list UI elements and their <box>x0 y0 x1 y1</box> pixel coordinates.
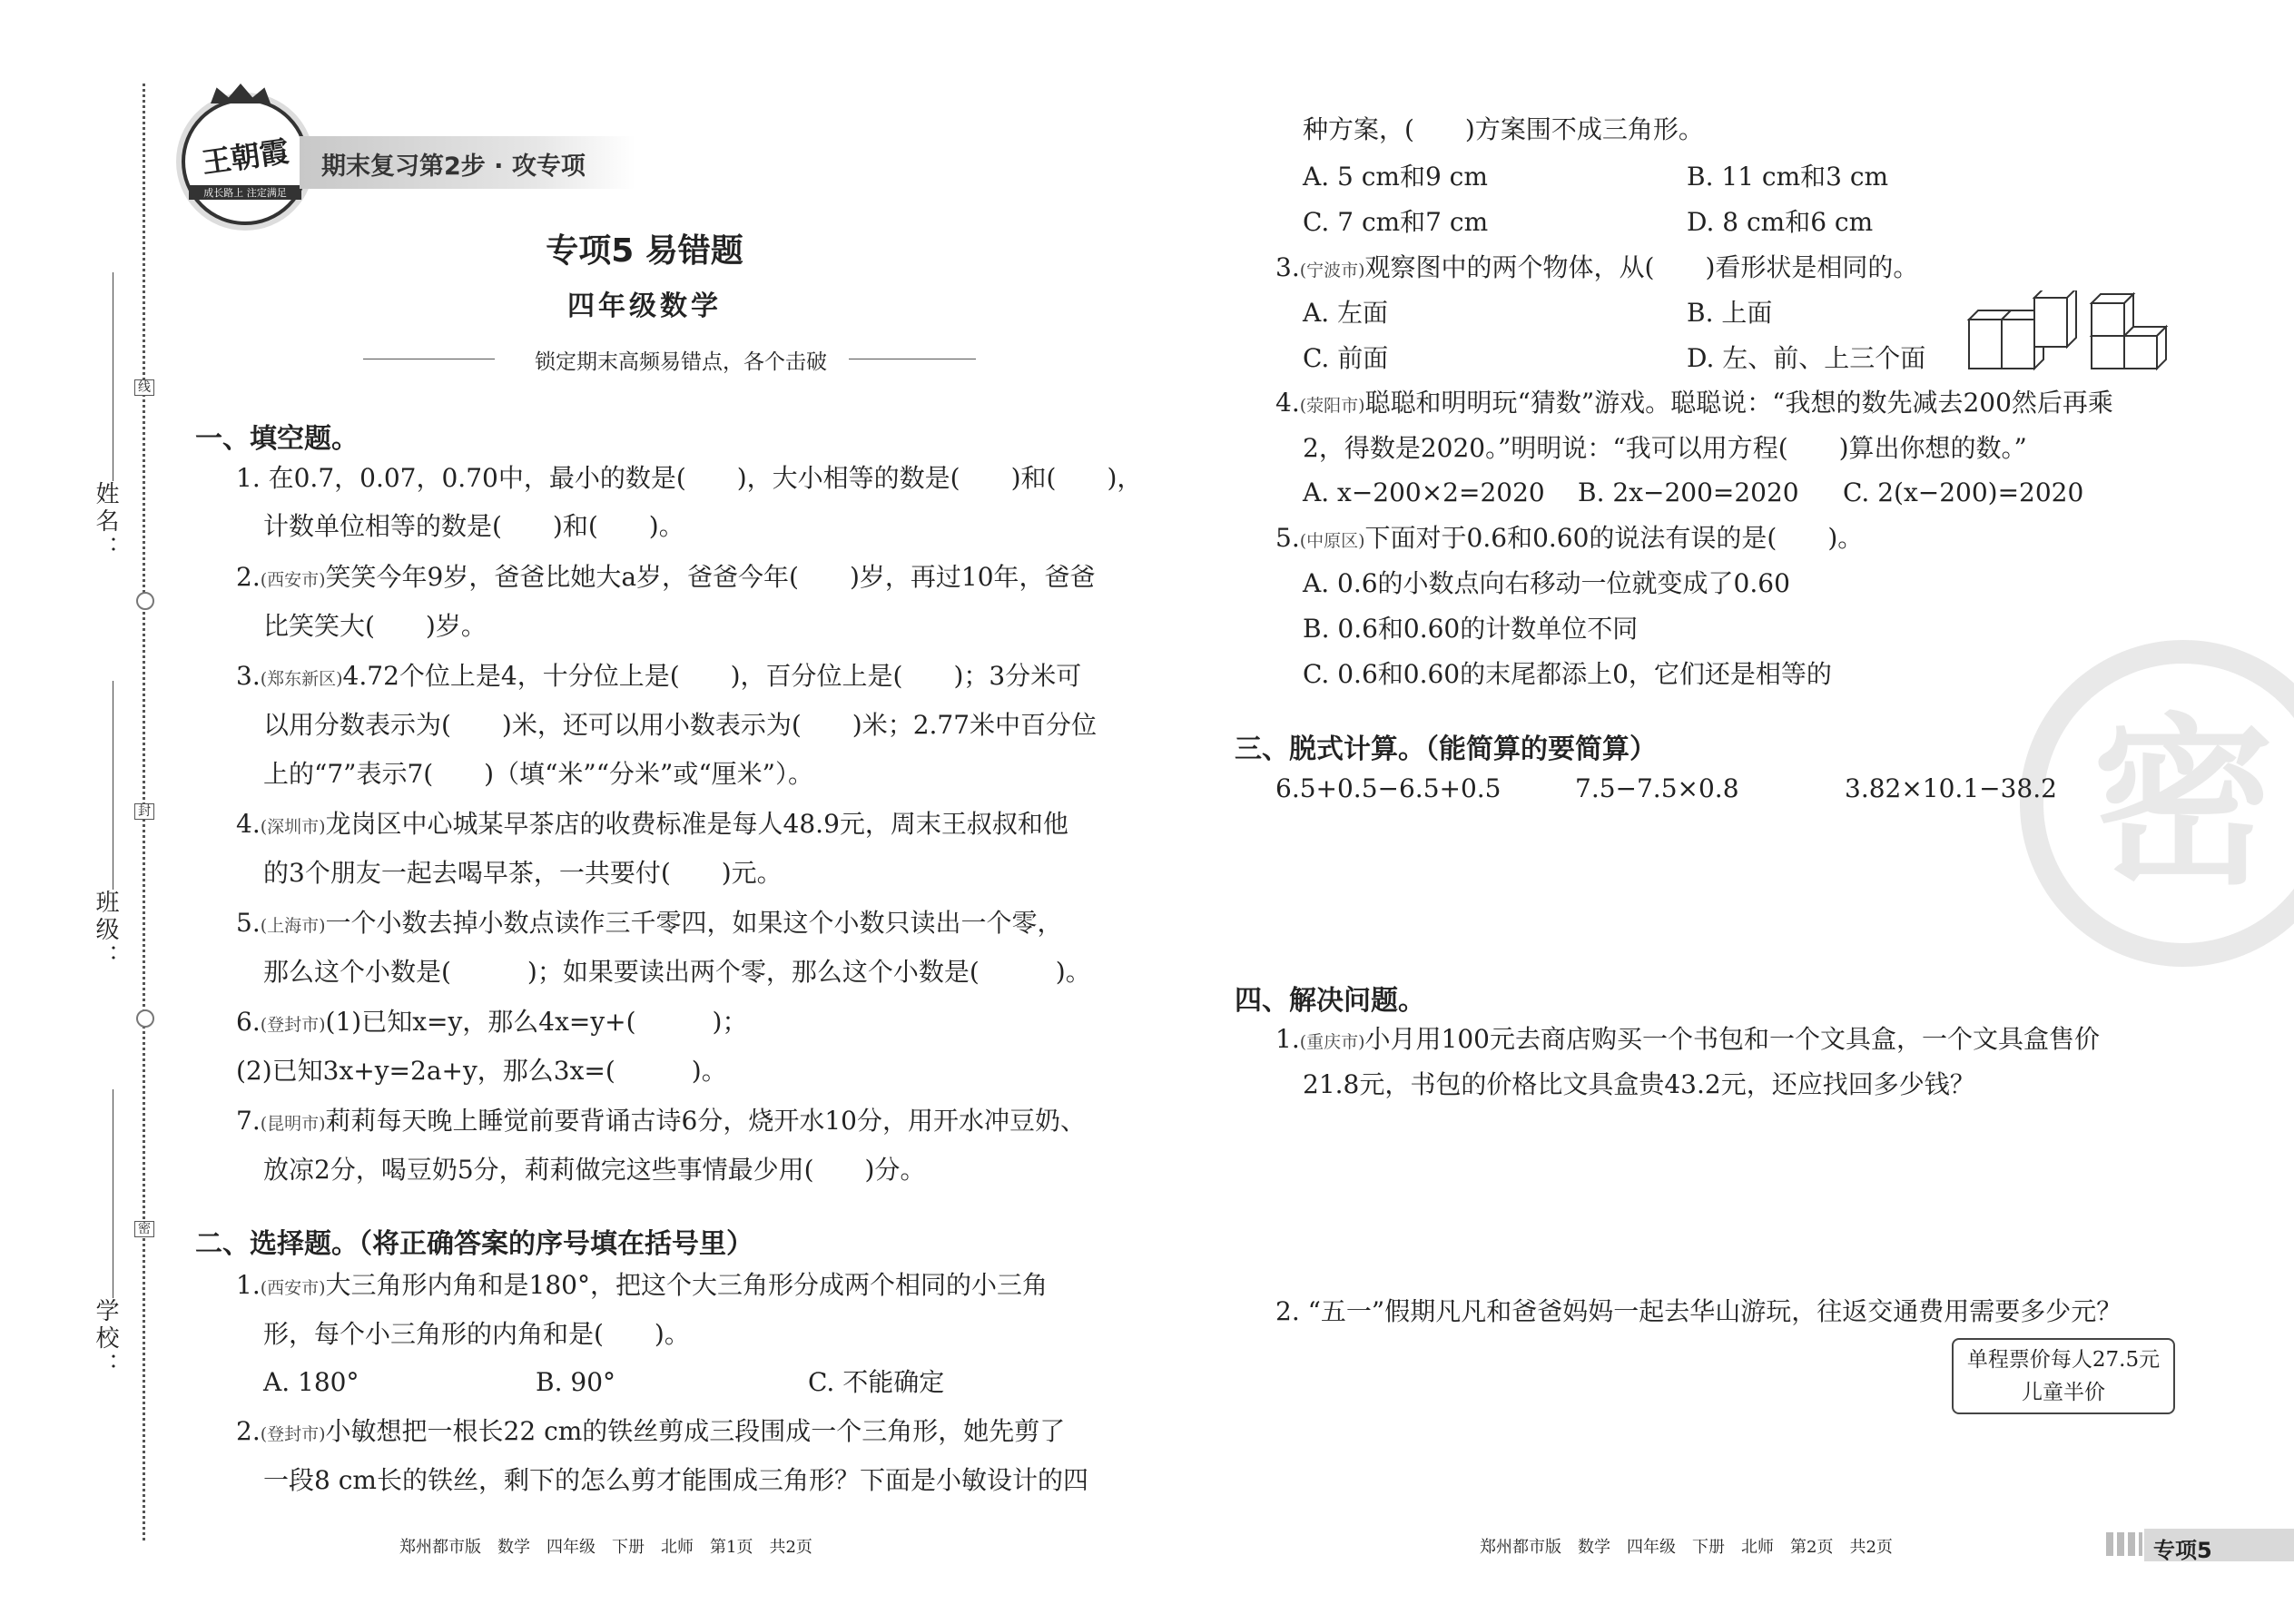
section-choice-heading: 二、选择题。（将正确答案的序号填在括号里） <box>195 1228 753 1260</box>
page-title: 专项5 易错题 <box>546 232 743 270</box>
crown-icon <box>211 84 271 103</box>
q2-5-line1: 5.(中原区)下面对于0.6和0.60的说法有误的是( )。 <box>1275 523 1864 553</box>
q2-3-source: (宁波市) <box>1299 261 1365 281</box>
q2-2-option-c: C. 7 cm和7 cm <box>1303 207 1489 237</box>
watermark-text: 密 <box>2092 698 2274 910</box>
q2-1-option-a: A. 180° <box>263 1367 359 1397</box>
q2-1-line1: 1.(西安市)大三角形内角和是180°，把这个大三角形分成两个相同的小三角 <box>236 1270 1048 1300</box>
q2-5-option-a: A. 0.6的小数点向右移动一位就变成了0.60 <box>1303 568 1790 598</box>
q4-1-source: (重庆市) <box>1299 1032 1365 1052</box>
class-label: 班级： <box>92 890 119 971</box>
q1-4-source: (深圳市) <box>260 817 326 837</box>
q2-4-option-b: B. 2x−200=2020 <box>1578 477 1799 507</box>
q2-5-option-b: B. 0.6和0.60的计数单位不同 <box>1303 614 1639 644</box>
q1-5-source: (上海市) <box>260 916 326 936</box>
q4-1-line1: 1.(重庆市)小月用100元去商店购买一个书包和一个文具盒，一个文具盒售价 <box>1275 1024 2100 1054</box>
cube-figure-left <box>1965 290 2083 372</box>
footer-tab-decor <box>2106 1532 2142 1556</box>
q2-2-line1: 2.(登封市)小敏想把一根长22 cm的铁丝剪成三段围成一个三角形，她先剪了 <box>236 1416 1066 1446</box>
brand-motto: 成长路上 注定满足 <box>189 185 301 200</box>
q2-5-option-c: C. 0.6和0.60的末尾都添上0，它们还是相等的 <box>1303 659 1832 689</box>
q1-6-source: (登封市) <box>260 1015 326 1035</box>
q2-2-option-a: A. 5 cm和9 cm <box>1303 162 1488 192</box>
q2-4-line2: 2，得数是2020。”明明说：“我可以用方程( )算出你想的数。” <box>1303 433 2027 463</box>
q2-3-line1: 3.(宁波市)观察图中的两个物体，从( )看形状是相同的。 <box>1275 252 1919 282</box>
q1-3-line3: 上的“7”表示7( )（填“米”“分米”或“厘米”）。 <box>263 759 813 789</box>
name-label: 姓名： <box>92 481 119 563</box>
q2-3-option-d: D. 左、前、上三个面 <box>1687 343 1926 373</box>
q2-4-option-c: C. 2(x−200)=2020 <box>1843 477 2084 507</box>
q2-4-source: (荥阳市) <box>1299 396 1365 416</box>
binding-mark-line: 线 <box>134 379 154 396</box>
q1-7-line2: 放凉2分，喝豆奶5分，莉莉做完这些事情最少用( )分。 <box>263 1155 926 1185</box>
q2-2-line3: 种方案，( )方案围不成三角形。 <box>1303 114 1704 144</box>
section-problem-heading: 四、解决问题。 <box>1235 985 1425 1017</box>
cube-figure-right <box>2088 289 2171 372</box>
q1-3-line2: 以用分数表示为( )米，还可以用小数表示为( )米；2.77米中百分位 <box>263 710 1098 740</box>
q2-3-option-a: A. 左面 <box>1303 298 1389 328</box>
q1-5-line1: 5.(上海市)一个小数去掉小数点读作三千零四，如果这个小数只读出一个零， <box>236 908 1063 938</box>
q4-1-line2: 21.8元，书包的价格比文具盒贵43.2元，还应找回多少钱？ <box>1303 1069 1975 1099</box>
ticket-price-line2: 儿童半价 <box>2022 1381 2105 1404</box>
q1-2-line1: 2.(西安市)笑笑今年9岁，爸爸比她大a岁，爸爸今年( )岁，再过10年，爸爸 <box>236 562 1096 592</box>
watermark-seal <box>2020 640 2294 967</box>
binding-mark-secret: 密 <box>134 1221 154 1237</box>
q1-3-line1: 3.(郑东新区)4.72个位上是4，十分位上是( )，百分位上是( )；3分米可 <box>236 661 1082 691</box>
q1-4-line1: 4.(深圳市)龙岗区中心城某早茶店的收费标准是每人48.9元，周末王叔叔和他 <box>236 809 1068 839</box>
calc-expr-1: 6.5+0.5−6.5+0.5 <box>1275 773 1501 803</box>
q1-5-line2: 那么这个小数是( )；如果要读出两个零，那么这个小数是( )。 <box>263 957 1091 987</box>
q1-6-line1: 6.(登封市)(1)已知x=y，那么4x=y+( )； <box>236 1007 748 1037</box>
calc-expr-3: 3.82×10.1−38.2 <box>1845 773 2057 803</box>
ticket-price-note <box>1952 1338 2175 1414</box>
school-label: 学校： <box>92 1298 119 1380</box>
q2-1-option-b: B. 90° <box>536 1367 616 1397</box>
q1-2-line2: 比笑笑大( )岁。 <box>263 611 487 641</box>
q2-2-option-b: B. 11 cm和3 cm <box>1687 162 1889 192</box>
q2-2-option-d: D. 8 cm和6 cm <box>1687 207 1874 237</box>
section-calc-heading: 三、脱式计算。（能简算的要简算） <box>1235 733 1657 765</box>
q2-3-option-b: B. 上面 <box>1687 298 1773 328</box>
q2-2-line2: 一段8 cm长的铁丝，剩下的怎么剪才能围成三角形？下面是小敏设计的四 <box>263 1465 1088 1495</box>
q1-3-source: (郑东新区) <box>260 669 343 689</box>
footer-left: 郑州都市版 数学 四年级 下册 北师 第1页 共2页 <box>399 1538 812 1557</box>
header-banner <box>300 136 635 189</box>
q2-3-option-c: C. 前面 <box>1303 343 1389 373</box>
section-fill-heading: 一、填空题。 <box>195 423 359 455</box>
binding-knot-icon <box>136 592 154 610</box>
q2-4-line1: 4.(荥阳市)聪聪和明明玩“猜数”游戏。聪聪说：“我想的数先减去200然后再乘 <box>1275 388 2113 418</box>
binding-knot-icon <box>136 1009 154 1028</box>
q2-5-source: (中原区) <box>1299 531 1365 551</box>
q1-1-line2: 计数单位相等的数是( )和( )。 <box>263 511 684 541</box>
q1-1-line1: 1. 在0.7，0.07，0.70中，最小的数是( )，大小相等的数是( )和( )， <box>236 463 1143 493</box>
banner-text: 期末复习第2步 · 攻专项 <box>321 153 586 181</box>
footer-right: 郑州都市版 数学 四年级 下册 北师 第2页 共2页 <box>1480 1538 1893 1557</box>
q2-4-option-a: A. x−200×2=2020 <box>1303 477 1545 507</box>
binding-mark-seal: 封 <box>134 803 154 820</box>
brand-name: 王朝霞 <box>200 133 291 181</box>
page-subtitle: 四年级数学 <box>567 290 722 322</box>
footer-tab-label: 专项5 <box>2153 1538 2212 1563</box>
tagline: 锁定期末高频易错点，各个击破 <box>535 350 827 374</box>
brand-logo <box>182 98 309 225</box>
calc-expr-2: 7.5−7.5×0.8 <box>1575 773 1739 803</box>
q1-7-line1: 7.(昆明市)莉莉每天晚上睡觉前要背诵古诗6分，烧开水10分，用开水冲豆奶、 <box>236 1106 1086 1136</box>
q1-4-line2: 的3个朋友一起去喝早茶，一共要付( )元。 <box>263 858 783 888</box>
ticket-price-line1: 单程票价每人27.5元 <box>1966 1348 2161 1372</box>
q1-6-line2: (2)已知3x+y=2a+y，那么3x=( )。 <box>236 1056 727 1086</box>
q2-1-source: (西安市) <box>260 1278 326 1298</box>
q2-1-line2: 形，每个小三角形的内角和是( )。 <box>263 1319 690 1349</box>
q2-1-option-c: C. 不能确定 <box>808 1367 945 1397</box>
q4-2-line1: 2. “五一”假期凡凡和爸爸妈妈一起去华山游玩，往返交通费用需要多少元？ <box>1275 1296 2122 1326</box>
footer-tab <box>2144 1529 2294 1561</box>
q1-7-source: (昆明市) <box>260 1114 326 1134</box>
q1-2-source: (西安市) <box>260 570 326 590</box>
q2-2-source: (登封市) <box>260 1424 326 1444</box>
